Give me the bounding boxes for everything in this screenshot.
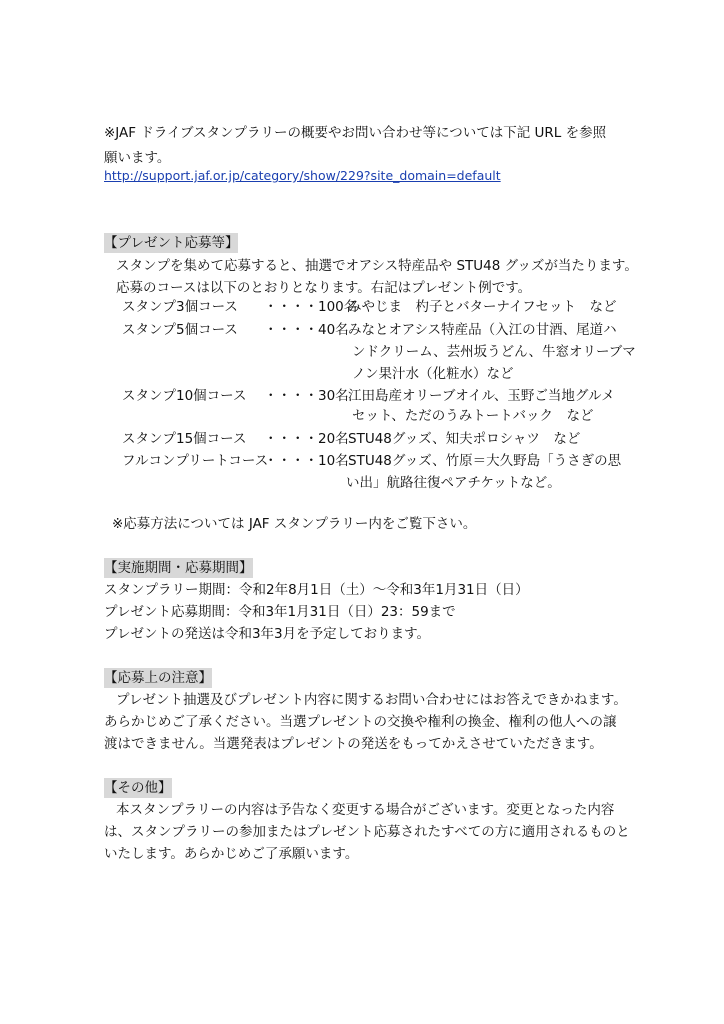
section-heading-other: 【その他】	[104, 780, 172, 796]
other-line-1: 本スタンプラリーの内容は予告なく変更する場合がございます。変更となった内容	[116, 802, 615, 818]
other-line-3: いたします。あらかじめご了承願います。	[104, 846, 359, 862]
entry-method-note: ※応募方法については JAF スタンプラリー内をご覧下さい。	[112, 516, 477, 532]
section-heading-present: 【プレゼント応募等】	[104, 235, 239, 251]
course-row-1: スタンプ3個コース ・・・・100名 みやじま 杓子とバターナイフセット など	[122, 299, 617, 315]
cautions-line-1: プレゼント抽選及びプレゼント内容に関するお問い合わせにはお答えできかねます。	[116, 692, 627, 708]
section-heading-cautions: 【応募上の注意】	[104, 670, 212, 686]
cautions-line-3: 渡はできません。当選発表はプレゼントの発送をもってかえさせていただきます。	[104, 736, 603, 752]
intro-line-2: 願います。	[104, 150, 171, 166]
course-row-5: フルコンプリートコース ・・・・10名 STU48グッズ、竹原＝大久野島「うさぎの思	[122, 453, 622, 469]
course-row-4: スタンプ15個コース ・・・・20名 STU48グッズ、知夫ポロシャツ など	[122, 431, 581, 447]
present-desc-line-1: スタンプを集めて応募すると、抽選でオアシス特産品や STU48 グッズが当たります。	[116, 258, 638, 274]
course-5-prize-line-2: い出」航路往復ペアチケットなど。	[346, 475, 561, 491]
course-3-prize-line-2: セット、ただのうみトートバック など	[352, 408, 594, 424]
cautions-line-2: あらかじめご了承ください。当選プレゼントの交換や権利の換金、権利の他人への譲	[104, 714, 617, 730]
other-line-2: は、スタンプラリーの参加またはプレゼント応募されたすべての方に適用されるものと	[104, 824, 630, 840]
course-row-2: スタンプ5個コース ・・・・40名 みなとオアシス特産品（入江の甘酒、尾道ハ	[122, 322, 617, 338]
course-row-3: スタンプ10個コース ・・・・30名 江田島産オリーブオイル、玉野ご当地グルメ	[122, 388, 615, 404]
section-heading-period: 【実施期間・応募期間】	[104, 560, 253, 576]
shipping-schedule: プレゼントの発送は令和3年3月を予定しております。	[104, 626, 431, 642]
course-2-prize-line-3: ノン果汁水（化粧水）など	[352, 366, 514, 382]
intro-line-1: ※JAF ドライブスタンプラリーの概要やお問い合わせ等については下記 URL を参照	[104, 125, 607, 141]
support-url-link[interactable]: http://support.jaf.or.jp/category/show/229?site_domain=default	[104, 168, 501, 183]
rally-period: スタンプラリー期間：令和2年8月1日（土）～令和3年1月31日（日）	[104, 582, 529, 598]
entry-period: プレゼント応募期間：令和3年1月31日（日）23：59まで	[104, 604, 456, 620]
present-desc-line-2: 応募のコースは以下のとおりとなります。右記はプレゼント例です。	[116, 280, 532, 296]
course-2-prize-line-2: ンドクリーム、芸州坂うどん、牛窓オリーブマ	[352, 344, 636, 360]
